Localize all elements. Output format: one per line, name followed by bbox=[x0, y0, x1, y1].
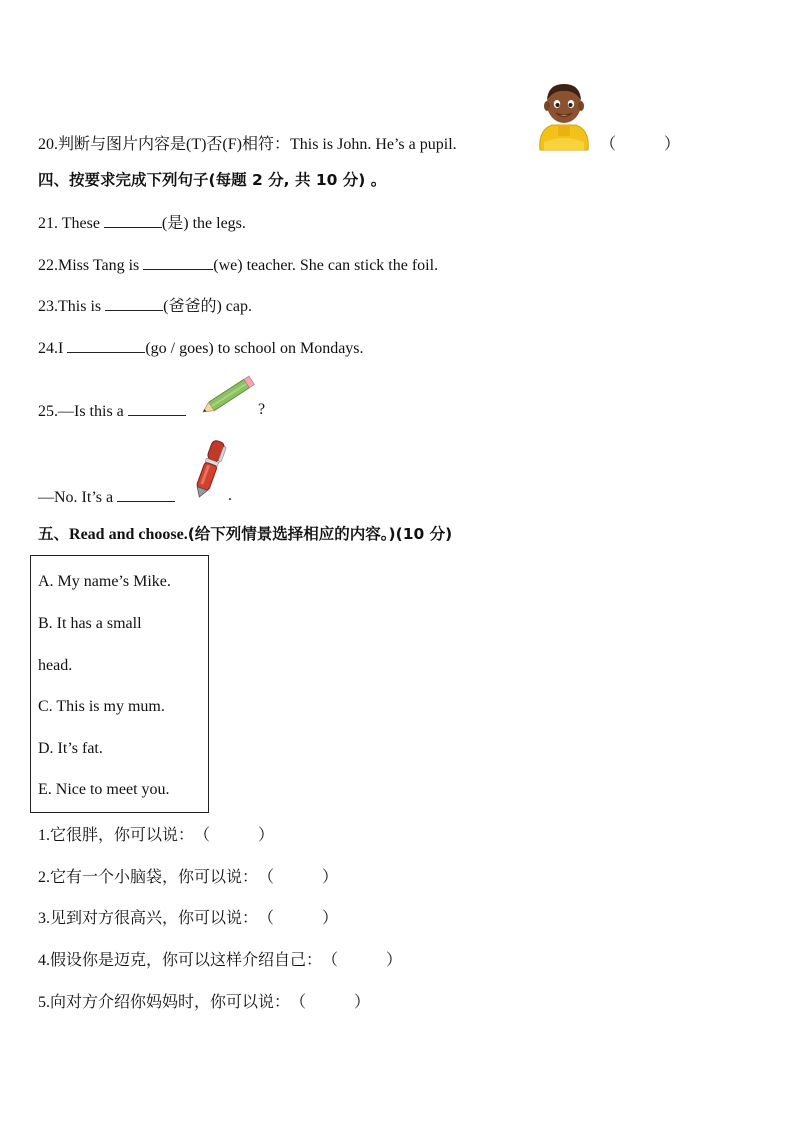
item-text: 见到对方很高兴，你可以说： bbox=[50, 910, 259, 927]
answer-blank-25a[interactable] bbox=[128, 400, 186, 416]
option-d: D. It’s fat. bbox=[38, 740, 103, 757]
question-25-line-1 bbox=[38, 400, 186, 422]
question-25-line-2-end: . bbox=[228, 487, 232, 504]
item-text: 假设你是迈克，你可以这样介绍自己： bbox=[50, 952, 323, 969]
question-text: 判断与图片内容是(T)否(F)相符：This is John. He’s a pupil. bbox=[58, 136, 457, 153]
situation-item-4 bbox=[38, 951, 402, 971]
answer-paren[interactable]: （ ） bbox=[194, 827, 275, 844]
section-4-heading: 四、按要求完成下列句子(每题 2 分, 共 10 分) 。 bbox=[38, 171, 387, 189]
section-5-heading-number: 五、 bbox=[38, 525, 70, 543]
question-24 bbox=[38, 337, 364, 359]
question-prefix: 23.This is bbox=[38, 298, 106, 315]
item-text: 向对方介绍你妈妈时，你可以说： bbox=[50, 994, 291, 1011]
question-hint: (是) the legs. bbox=[161, 215, 246, 232]
situation-item-1 bbox=[38, 826, 274, 846]
option-b-continued: head. bbox=[38, 657, 73, 674]
situation-item-2 bbox=[38, 868, 338, 888]
question-number: 20. bbox=[38, 136, 58, 153]
answer-blank-25b[interactable] bbox=[117, 486, 175, 502]
question-hint: (go / goes) to school on Mondays. bbox=[145, 340, 364, 357]
item-number: 1. bbox=[38, 827, 50, 844]
question-prefix: —No. It’s a bbox=[38, 489, 118, 506]
section-5-heading bbox=[38, 524, 452, 545]
option-c: C. This is my mum. bbox=[38, 698, 165, 715]
item-text: 它有一个小脑袋，你可以说： bbox=[50, 869, 259, 886]
question-prefix: 24.I bbox=[38, 340, 68, 357]
pen-image bbox=[188, 436, 232, 502]
answer-paren[interactable]: （ ） bbox=[322, 952, 403, 969]
option-b: B. It has a small bbox=[38, 615, 142, 632]
answer-blank-22[interactable] bbox=[143, 254, 213, 270]
option-a: A. My name’s Mike. bbox=[38, 573, 171, 590]
question-prefix: 22.Miss Tang is bbox=[38, 257, 144, 274]
answer-paren[interactable]: （ ） bbox=[258, 869, 339, 886]
question-hint: (爸爸的) cap. bbox=[163, 298, 252, 315]
section-5-heading-instruction: (给下列情景选择相应的内容。)(10 分) bbox=[187, 525, 453, 543]
item-text: 它很胖，你可以说： bbox=[50, 827, 195, 844]
question-22 bbox=[38, 254, 438, 276]
answer-blank-21[interactable] bbox=[104, 212, 162, 228]
option-e: E. Nice to meet you. bbox=[38, 781, 170, 798]
pencil-icon bbox=[196, 372, 262, 418]
boy-avatar-image bbox=[534, 80, 594, 152]
options-box bbox=[30, 555, 209, 813]
situation-item-3 bbox=[38, 909, 338, 929]
situation-item-5 bbox=[38, 993, 370, 1013]
question-hint: (we) teacher. She can stick the foil. bbox=[213, 257, 439, 274]
question-21 bbox=[38, 212, 246, 234]
item-number: 4. bbox=[38, 952, 50, 969]
answer-paren[interactable]: （ ） bbox=[258, 910, 339, 927]
pen-icon bbox=[188, 436, 232, 502]
item-number: 5. bbox=[38, 994, 50, 1011]
question-25-line-1-end: ? bbox=[258, 401, 266, 418]
section-5-heading-title: Read and choose. bbox=[69, 526, 188, 543]
answer-blank-24[interactable] bbox=[67, 337, 145, 353]
item-number: 2. bbox=[38, 869, 50, 886]
answer-paren-20[interactable]: （ ） bbox=[600, 136, 681, 153]
question-20 bbox=[38, 135, 457, 155]
item-number: 3. bbox=[38, 910, 50, 927]
question-prefix: 25.—Is this a bbox=[38, 403, 128, 420]
boy-avatar-icon bbox=[534, 80, 594, 152]
pencil-image bbox=[196, 372, 262, 418]
answer-blank-23[interactable] bbox=[105, 295, 163, 311]
question-25-line-2 bbox=[38, 486, 175, 508]
question-prefix: 21. These bbox=[38, 215, 104, 232]
question-23 bbox=[38, 295, 252, 317]
answer-paren[interactable]: （ ） bbox=[290, 994, 371, 1011]
